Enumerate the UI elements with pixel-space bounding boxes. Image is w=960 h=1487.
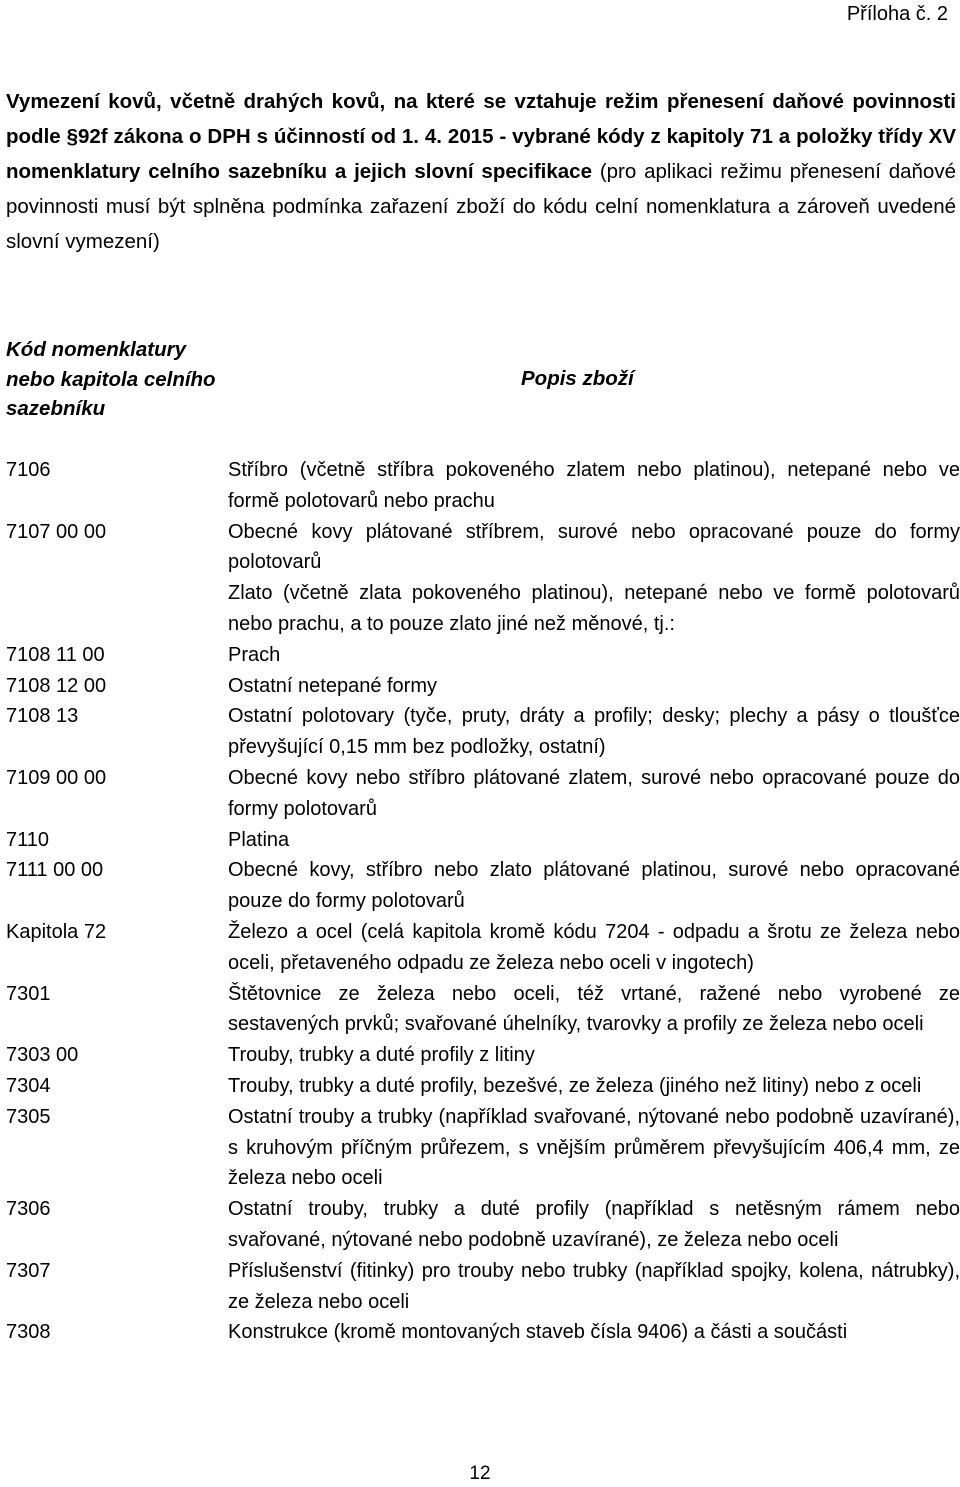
row-code: 7306 xyxy=(6,1198,51,1221)
column-header-code: Kód nomenklatury nebo kapitola celního sazebníku xyxy=(6,338,216,420)
row-description: Obecné kovy nebo stříbro plátované zlatem, surové nebo opracované pouze do formy polotovarů xyxy=(228,766,960,820)
table-row xyxy=(6,1317,960,1348)
row-code: 7106 xyxy=(6,459,51,481)
row-description: Platina xyxy=(228,828,290,851)
row-code: 7304 xyxy=(6,1074,51,1097)
row-description: Ostatní polotovary (tyče, pruty, dráty a profily; desky; plechy a pásy o tloušťce převyšující 0,15 mm bez podložky, ostatní) xyxy=(228,705,960,759)
row-description: Obecné kovy plátované stříbrem, surové nebo opracované pouze do formy polotovarů xyxy=(228,520,960,574)
row-description: Zlato (včetně zlata pokoveného platinou), netepané nebo ve formě polotovarů nebo prachu, a to pouze zlato jiné než měnové, tj.: xyxy=(228,582,960,635)
page-number: 12 xyxy=(469,1463,491,1484)
nomenclature-table xyxy=(6,455,960,1348)
row-code: 7108 11 00 xyxy=(6,643,105,666)
table-row xyxy=(6,640,960,671)
table-row xyxy=(6,1102,960,1194)
table-row xyxy=(6,825,960,856)
table-row xyxy=(6,1040,960,1071)
row-code: 7307 xyxy=(6,1259,51,1282)
row-description: Příslušenství (fitinky) pro trouby nebo trubky (například spojky, kolena, nátrubky), ze železa nebo oceli xyxy=(228,1259,960,1313)
row-description: Obecné kovy, stříbro nebo zlato plátované platinou, surové nebo opracované pouze do formy polotovarů xyxy=(228,859,960,913)
row-code: 7110 xyxy=(6,828,50,851)
intro-note: (pro aplikaci režimu přenesení daňové povinnosti musí být splněna podmínka zařazení zboží do kódu celní nomenklatura a zároveň uvedené slovní vymezení) xyxy=(6,160,956,253)
table-row xyxy=(6,917,960,979)
row-code: 7111 00 00 xyxy=(6,859,104,882)
intro-title: Vymezení kovů, včetně drahých kovů, na které se vztahuje režim přenesení daňové povinnosti podle §92f zákona o DPH s účinností od 1. 4. 2015 - vybrané kódy z kapitoly 71 a položky třídy XV nomenklatury celního sazebníku a jejich slovní specifikace xyxy=(6,90,956,183)
column-header-description: Popis zboží xyxy=(521,367,634,390)
row-code: 7308 xyxy=(6,1321,51,1344)
intro-paragraph xyxy=(6,84,956,259)
row-description: Stříbro (včetně stříbra pokoveného zlatem nebo platinou), netepané nebo ve formě polotovarů nebo prachu xyxy=(228,459,960,512)
table-row xyxy=(6,763,960,825)
table-row xyxy=(6,1194,960,1256)
row-description: Prach xyxy=(228,643,281,666)
row-description: Ostatní trouby, trubky a duté profily (například s netěsným rámem nebo svařované, nýtované nebo podobně uzavírané), ze železa nebo oceli xyxy=(228,1198,960,1251)
table-row xyxy=(6,701,960,763)
table-row xyxy=(6,455,960,517)
table-row xyxy=(6,1071,960,1102)
row-code: 7108 13 xyxy=(6,705,79,728)
table-row xyxy=(6,855,960,917)
row-description: Štětovnice ze železa nebo oceli, též vrtané, ražené nebo vyrobené ze sestavených prvků; svařované úhelníky, tvarovky a profily ze železa nebo oceli xyxy=(228,982,960,1036)
row-description: Konstrukce (kromě montovaných staveb čísla 9406) a části a součásti xyxy=(228,1321,848,1344)
row-code: 7108 12 00 xyxy=(6,674,107,697)
table-row xyxy=(6,1256,960,1318)
row-code: Kapitola 72 xyxy=(6,920,107,943)
row-description: Ostatní trouby a trubky (například svařované, nýtované nebo podobně uzavírané), s kruhovým příčným průřezem, s vnějším průměrem převyšujícím 406,4 mm, ze železa nebo oceli xyxy=(228,1105,960,1190)
row-code: 7301 xyxy=(6,982,51,1005)
table-row xyxy=(6,671,960,702)
row-description: Trouby, trubky a duté profily z litiny xyxy=(228,1044,535,1067)
table-row xyxy=(6,517,960,579)
row-code: 7107 00 00 xyxy=(6,520,107,543)
row-code: 7305 xyxy=(6,1105,51,1128)
row-description: Trouby, trubky a duté profily, bezešvé, ze železa (jiného než litiny) nebo z oceli xyxy=(228,1074,922,1097)
row-code: 7109 00 00 xyxy=(6,766,107,789)
row-description: Ostatní netepané formy xyxy=(228,674,438,697)
table-row xyxy=(6,979,960,1041)
row-code: 7303 00 xyxy=(6,1044,79,1067)
row-description: Železo a ocel (celá kapitola kromě kódu 7204 - odpadu a šrotu ze železa nebo oceli, přetaveného odpadu ze železa nebo oceli v ingotech) xyxy=(228,920,960,974)
annex-label: Příloha č. 2 xyxy=(846,3,948,25)
table-row xyxy=(6,578,960,640)
